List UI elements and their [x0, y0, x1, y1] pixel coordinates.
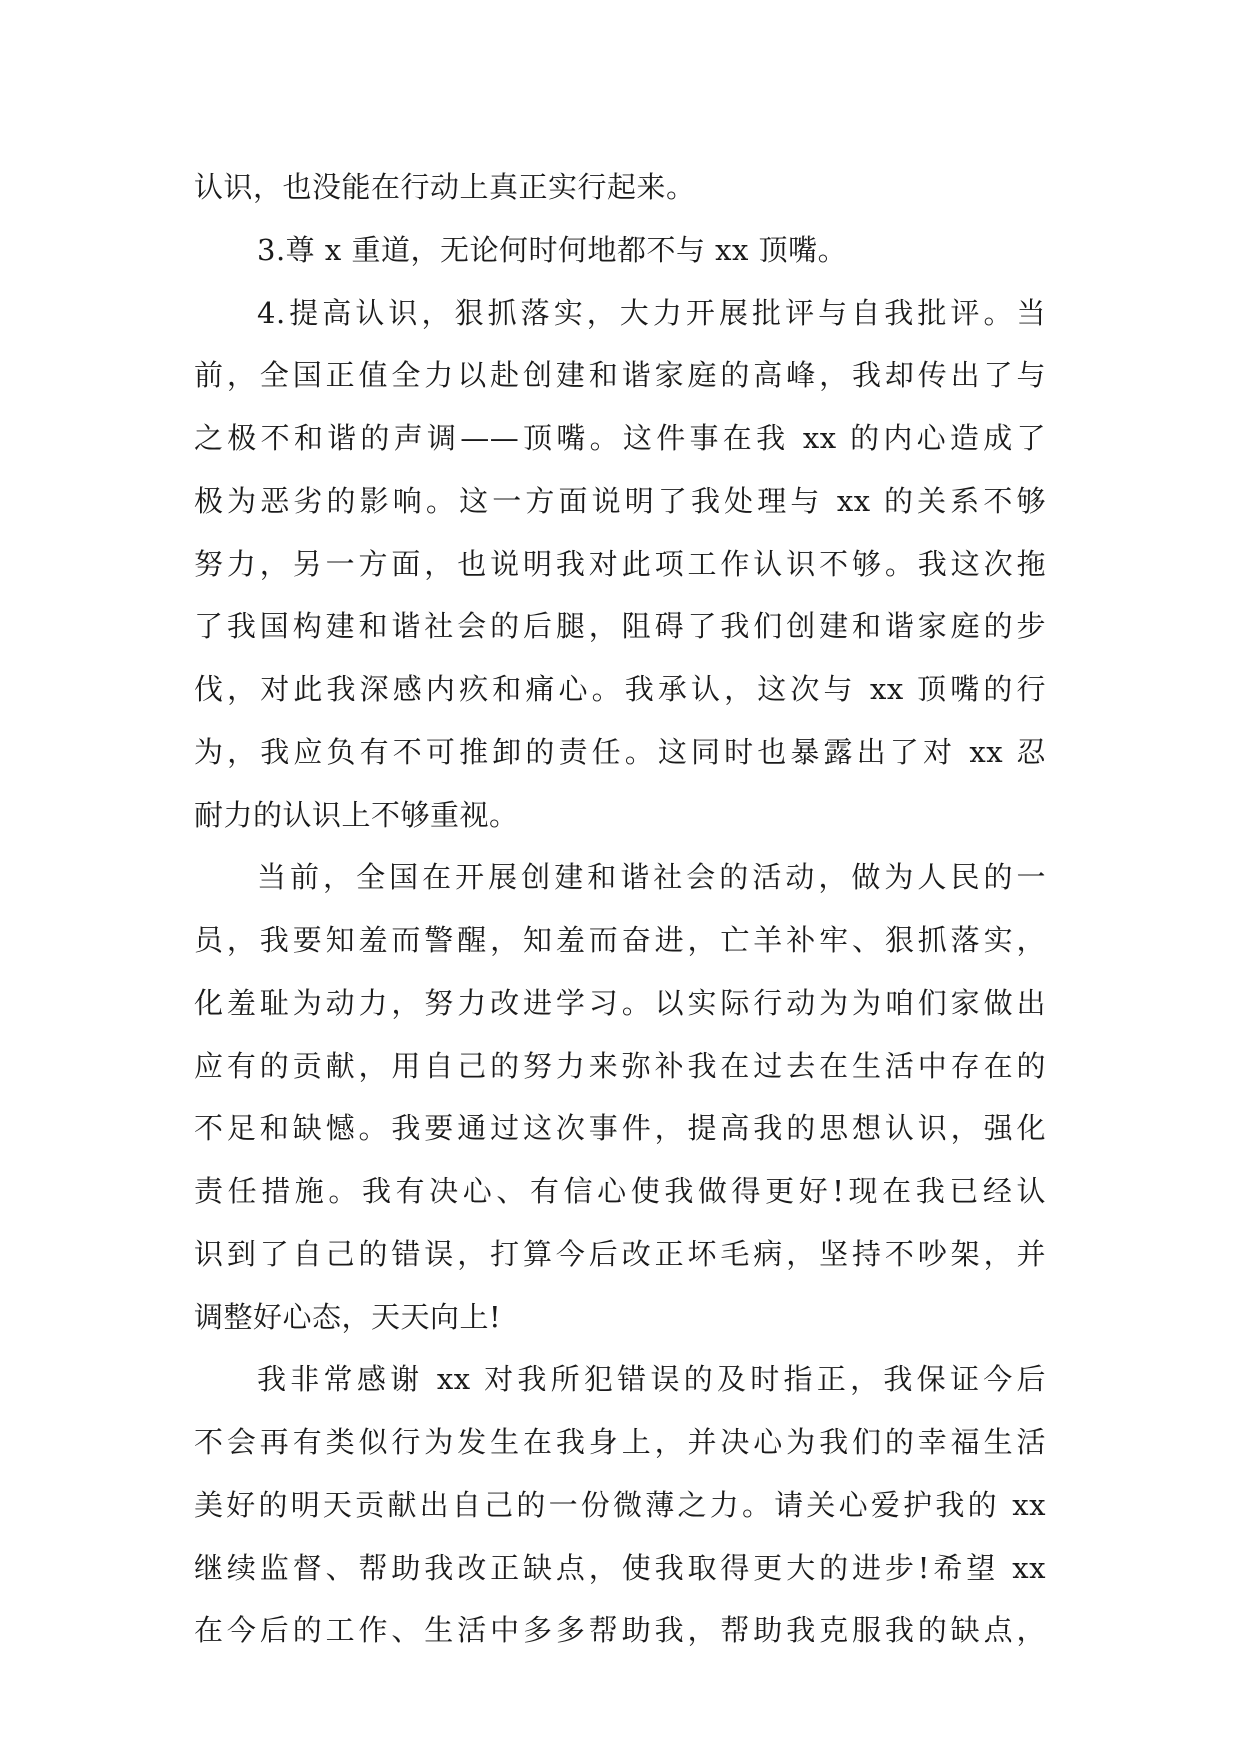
text-line: 了我国构建和谐社会的后腿，阻碍了我们创建和谐家庭的步 — [194, 609, 1046, 643]
text-line: 调整好心态，天天向上! — [194, 1300, 502, 1334]
text-line: 当前，全国在开展创建和谐社会的活动，做为人民的一 — [257, 860, 1046, 894]
text-line: 识到了自己的错误，打算今后改正坏毛病，坚持不吵架，并 — [194, 1237, 1046, 1271]
text-line: 前，全国正值全力以赴创建和谐家庭的高峰，我却传出了与 — [194, 358, 1046, 392]
text-line: 3.尊 x 重道，无论何时何地都不与 xx 顶嘴。 — [257, 233, 848, 267]
text-line: 我非常感谢 xx 对我所犯错误的及时指正，我保证今后 — [257, 1362, 1046, 1396]
text-line: 不足和缺憾。我要通过这次事件，提高我的思想认识，强化 — [194, 1111, 1046, 1145]
text-line: 4.提高认识，狠抓落实，大力开展批评与自我批评。当 — [257, 296, 1046, 330]
text-line: 伐，对此我深感内疚和痛心。我承认，这次与 xx 顶嘴的行 — [194, 672, 1046, 706]
text-line: 继续监督、帮助我改正缺点，使我取得更大的进步!希望 xx — [194, 1551, 1046, 1585]
text-line: 责任措施。我有决心、有信心使我做得更好!现在我已经认 — [194, 1174, 1046, 1208]
text-line: 不会再有类似行为发生在我身上，并决心为我们的幸福生活 — [194, 1425, 1046, 1459]
text-line: 努力，另一方面，也说明我对此项工作认识不够。我这次拖 — [194, 547, 1046, 581]
text-line: 化羞耻为动力，努力改进学习。以实际行动为为咱们家做出 — [194, 986, 1046, 1020]
text-line: 员，我要知羞而警醒，知羞而奋进，亡羊补牢、狠抓落实， — [194, 923, 1046, 957]
text-line: 极为恶劣的影响。这一方面说明了我处理与 xx 的关系不够 — [194, 484, 1046, 518]
text-line: 认识，也没能在行动上真正实行起来。 — [194, 170, 696, 204]
text-line: 应有的贡献，用自己的努力来弥补我在过去在生活中存在的 — [194, 1049, 1046, 1083]
text-line: 为，我应负有不可推卸的责任。这同时也暴露出了对 xx 忍 — [194, 735, 1046, 769]
text-line: 在今后的工作、生活中多多帮助我，帮助我克服我的缺点， — [194, 1613, 1046, 1647]
text-line: 耐力的认识上不够重视。 — [194, 798, 519, 832]
text-line: 美好的明天贡献出自己的一份微薄之力。请关心爱护我的 xx — [194, 1488, 1046, 1522]
text-line: 之极不和谐的声调——顶嘴。这件事在我 xx 的内心造成了 — [194, 421, 1046, 455]
